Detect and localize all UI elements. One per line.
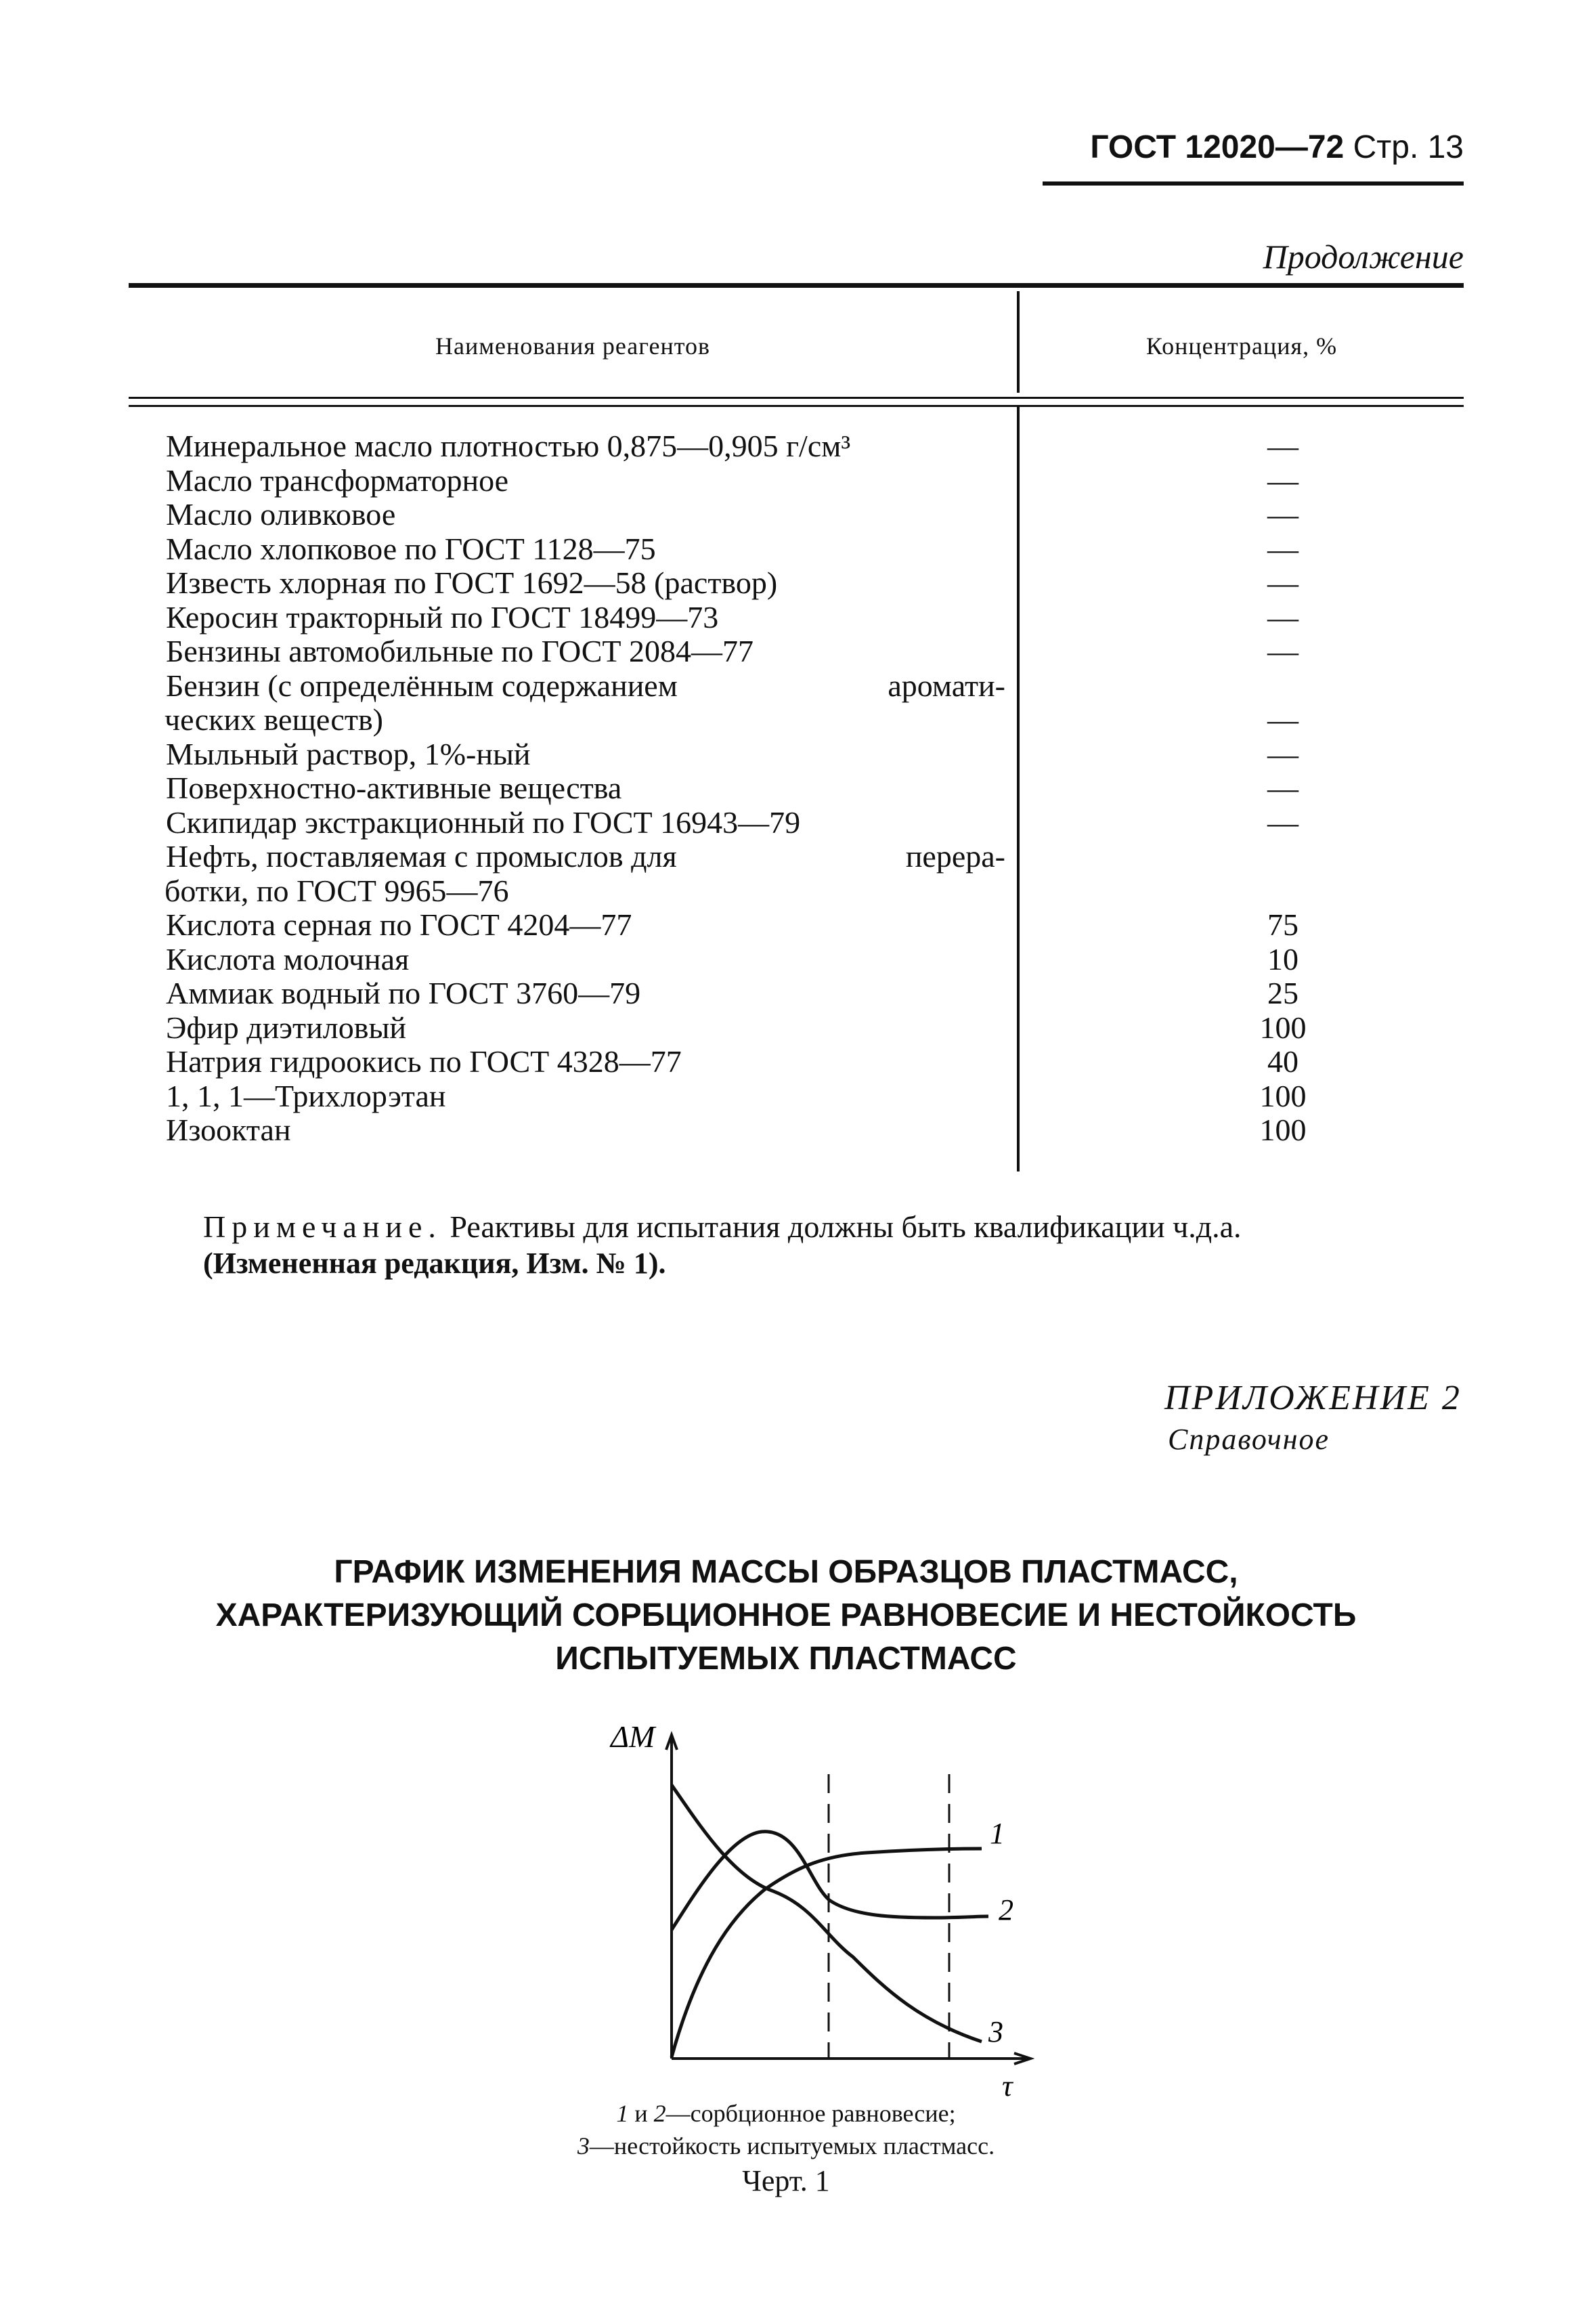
concentration: — [1267, 497, 1298, 532]
concentration: 100 [1259, 1113, 1307, 1147]
reagent-name: 1, 1, 1—Трихлорэтан [166, 1078, 446, 1113]
reagent-name-part: перера- [905, 839, 1005, 874]
reagent-name: Мыльный раствор, 1%-ный [166, 736, 531, 771]
legend-text: —сорбционное равновесие; [665, 2100, 956, 2127]
curve-label-2: 2 [999, 1893, 1013, 1927]
mass-change-diagram [596, 1719, 1070, 2103]
table-row [166, 429, 1298, 464]
continuation-label: Продолжение [1263, 238, 1464, 276]
page-number: Стр. 13 [1353, 129, 1464, 165]
legend-conjunction: и [634, 2100, 648, 2127]
table-row [166, 497, 1298, 532]
reagent-name: Кислота молочная [166, 941, 410, 976]
reagent-name: Изооктан [166, 1113, 291, 1147]
concentration: 100 [1259, 1078, 1307, 1113]
table-header-rule-double [129, 405, 1464, 407]
reagent-name: Керосин тракторный по ГОСТ 18499—73 [166, 599, 719, 634]
table-row [166, 907, 1298, 943]
concentration: 100 [1259, 1010, 1307, 1045]
legend-text: —нестойкость испытуемых пластмасс. [589, 2132, 995, 2159]
table-row [166, 874, 1012, 909]
table-row [166, 565, 1298, 601]
table-row [166, 634, 1298, 669]
graph-title [0, 1551, 1572, 1681]
graph-title-line: ИСПЫТУЕМЫХ ПЛАСТМАСС [555, 1641, 1017, 1677]
concentration: — [1267, 462, 1298, 498]
table-row [166, 804, 1298, 840]
concentration: — [1267, 599, 1298, 634]
curve-label-1: 1 [990, 1817, 1005, 1850]
legend-number: 1 [616, 2100, 629, 2127]
figure-caption: Черт. 1 [742, 2164, 830, 2197]
reagent-name-part: аромати- [888, 668, 1005, 703]
x-axis-label: τ [1002, 2069, 1013, 2103]
legend-number: 3 [577, 2132, 590, 2159]
reagent-name: Масло трансформаторное [166, 462, 509, 498]
note-text: Реактивы для испытания должны быть квалификации ч.д.а. [450, 1209, 1242, 1244]
standard-number: ГОСТ 12020—72 [1090, 129, 1345, 165]
table-row [165, 702, 1298, 737]
curve-label-3: 3 [988, 2015, 1003, 2048]
page-header [1090, 129, 1464, 166]
concentration: 75 [1267, 907, 1298, 942]
reagent-name: Поверхностно-активные вещества [166, 771, 622, 805]
table-row [166, 1078, 1307, 1114]
concentration: — [1267, 634, 1298, 668]
table-row [166, 599, 1298, 635]
concentration: 40 [1267, 1044, 1298, 1079]
table-note [203, 1209, 1242, 1245]
concentration: — [1267, 429, 1298, 463]
table-row [166, 840, 1012, 874]
reagent-name: Кислота серная по ГОСТ 4204—77 [166, 907, 632, 942]
column-header-name: Наименования реагентов [435, 332, 711, 360]
table-row [166, 669, 1012, 704]
table-row [166, 736, 1298, 772]
reagent-name-continuation: ческих веществ) [165, 702, 383, 737]
curve-3 [672, 1785, 982, 2042]
header-rule [1043, 181, 1464, 186]
curve-2 [672, 1832, 988, 1930]
reagent-name: Масло хлопковое по ГОСТ 1128—75 [166, 531, 656, 566]
reagent-name: Известь хлорная по ГОСТ 1692—58 (раствор) [166, 565, 778, 600]
appendix-subtitle: Справочное [1168, 1423, 1330, 1456]
reagent-name: Минеральное масло плотностью 0,875—0,905 г/см³ [166, 429, 851, 463]
amendment-note: (Измененная редакция, Изм. № 1). [203, 1247, 666, 1280]
reagent-name-part: Бензин (с определённым содержанием [166, 668, 678, 703]
table-row [166, 771, 1298, 806]
column-header-concentration: Концентрация, % [1145, 332, 1338, 360]
concentration: — [1267, 804, 1298, 840]
appendix-title: ПРИЛОЖЕНИЕ 2 [1164, 1379, 1462, 1417]
figure-legend-line [0, 2132, 1572, 2160]
concentration: — [1267, 702, 1298, 737]
reagent-name [166, 669, 1005, 703]
graph-title-line: ГРАФИК ИЗМЕНЕНИЯ МАССЫ ОБРАЗЦОВ ПЛАСТМАСС, [334, 1554, 1238, 1590]
reagent-name: Бензины автомобильные по ГОСТ 2084—77 [166, 634, 754, 668]
concentration: — [1267, 771, 1298, 805]
figure-legend-line [0, 2099, 1572, 2128]
table-row [166, 462, 1298, 498]
reagent-name: Масло оливковое [166, 497, 396, 532]
table-row [166, 1010, 1307, 1046]
concentration: — [1267, 565, 1298, 600]
table-row [166, 941, 1298, 977]
reagent-name: Скипидар экстракционный по ГОСТ 16943—79 [166, 804, 801, 840]
reagent-name: Аммиак водный по ГОСТ 3760—79 [166, 976, 641, 1010]
legend-number: 2 [653, 2100, 666, 2127]
reagent-name-continuation: ботки, по ГОСТ 9965—76 [165, 873, 509, 908]
reagent-name-part: Нефть, поставляемая с промыслов для [166, 839, 677, 874]
reagent-name: Эфир диэтиловый [166, 1010, 406, 1045]
table-row [166, 976, 1298, 1011]
reagent-name [166, 840, 1005, 874]
table-row [166, 1044, 1298, 1079]
table-row [166, 531, 1298, 567]
concentration: 10 [1267, 941, 1298, 976]
concentration: 25 [1267, 976, 1298, 1010]
y-axis-label: ΔM [611, 1719, 655, 1754]
table-top-rule [129, 283, 1464, 288]
table-column-divider [1017, 406, 1020, 1171]
table-row [166, 1113, 1307, 1148]
curve-1 [672, 1849, 982, 2057]
graph-title-line: ХАРАКТЕРИЗУЮЩИЙ СОРБЦИОННОЕ РАВНОВЕСИЕ И НЕСТОЙКОСТЬ [215, 1597, 1357, 1633]
reagent-name: Натрия гидроокись по ГОСТ 4328—77 [166, 1044, 682, 1079]
table-header-rule [129, 397, 1464, 399]
note-label: Примечание. [203, 1209, 442, 1244]
table-body [165, 429, 1307, 1148]
concentration: — [1267, 736, 1298, 771]
concentration: — [1267, 531, 1298, 566]
